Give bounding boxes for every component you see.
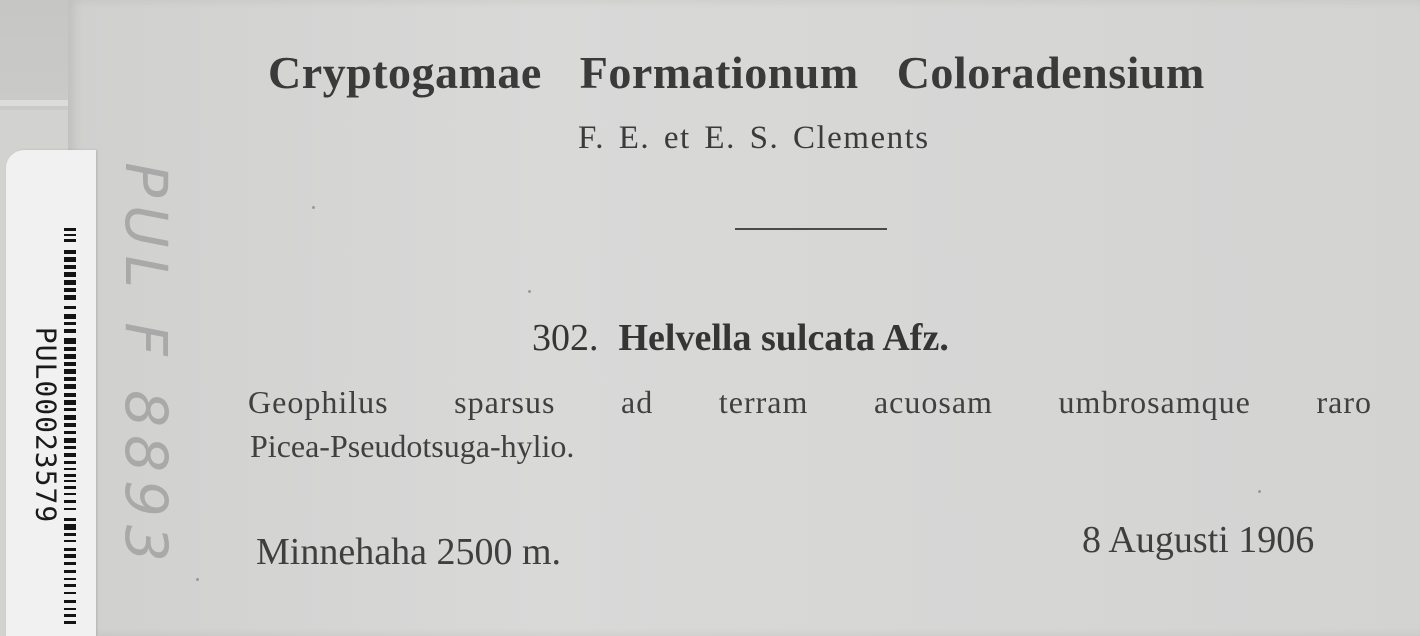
- habitat-line-1: Geophilus sparsus ad terram acuosam umbrosamque raro: [248, 384, 1372, 420]
- barcode-graphic: [64, 228, 76, 628]
- paper-speck: [196, 578, 199, 581]
- background-strip: [0, 0, 70, 110]
- habitat-line-2: Picea-Pseudotsuga-hylio.: [250, 428, 575, 464]
- background-edge: [0, 100, 72, 106]
- handwritten-accession-number: PUL F 8893: [112, 162, 180, 570]
- species-name: Helvella sulcata Afz.: [618, 317, 949, 359]
- paper-speck: [528, 290, 531, 293]
- specimen-number: 302.: [532, 317, 599, 359]
- locality: Minnehaha 2500 m.: [256, 531, 562, 573]
- paper-speck: [312, 206, 315, 209]
- collection-date: 8 Augusti 1906: [1082, 519, 1315, 561]
- paper-speck: [1258, 490, 1261, 493]
- collection-title: Cryptogamae Formationum Coloradensium: [268, 47, 1205, 98]
- barcode-number: PUL00023579: [29, 326, 63, 524]
- divider-rule: [735, 228, 887, 230]
- species-heading: [532, 316, 949, 360]
- collectors-line: F. E. et E. S. Clements: [578, 120, 930, 156]
